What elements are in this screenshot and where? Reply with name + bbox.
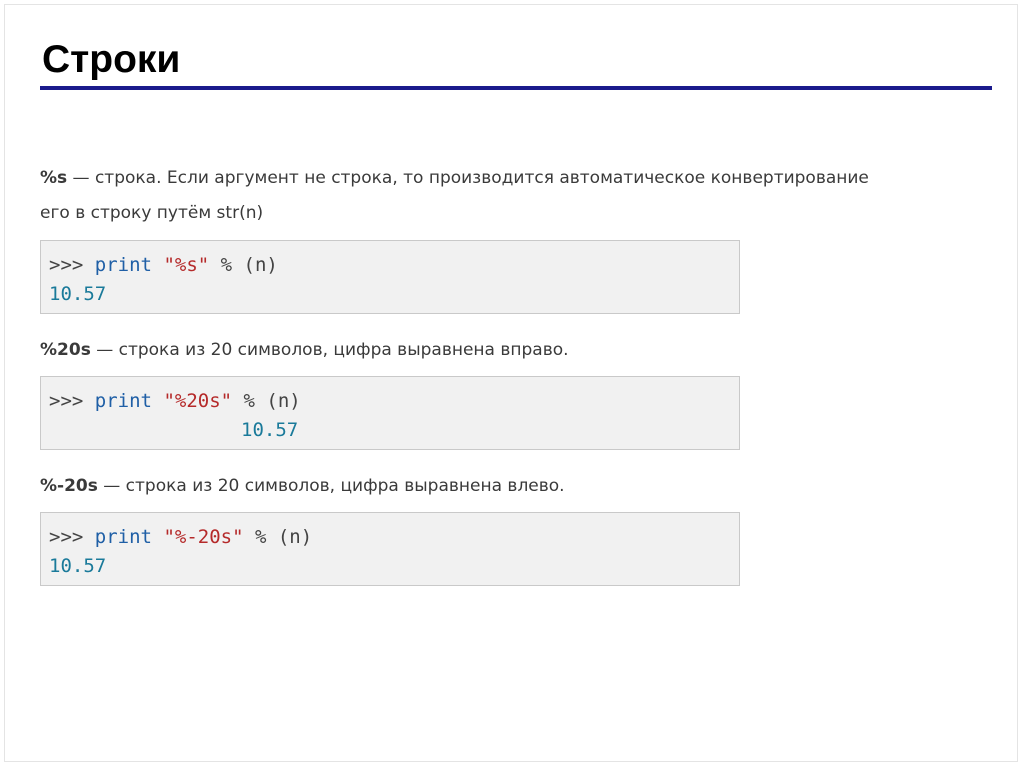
code-keyword: print (94, 254, 152, 276)
code-prompt: >>> (49, 254, 84, 276)
code-string: "%s" (163, 254, 210, 276)
code-keyword: print (94, 390, 152, 412)
code-prompt: >>> (49, 526, 84, 548)
description-text: — строка из 20 символов, цифра выравнена вправо. (90, 340, 569, 360)
code-example (40, 512, 740, 586)
code-output-line (49, 416, 739, 445)
code-input-line (49, 523, 739, 552)
code-example (40, 240, 740, 314)
section-description (40, 161, 869, 231)
code-input-line (49, 251, 739, 280)
slide-title: Строки (42, 38, 181, 81)
code-example (40, 376, 740, 450)
description-line (40, 161, 869, 196)
description-text: — строка из 20 символов, цифра выравнена влево. (97, 476, 565, 496)
code-output: 10.57 (49, 555, 107, 577)
section-description (40, 333, 569, 368)
title-underline (40, 86, 992, 90)
code-input-line (49, 387, 739, 416)
code-output: 10.57 (49, 283, 107, 305)
description-text: — строка. Если аргумент не строка, то производится автоматическое конвертирование (67, 168, 869, 188)
format-term: %s (40, 168, 68, 188)
code-prompt: >>> (49, 390, 84, 412)
code-string: "%-20s" (163, 526, 244, 548)
code-args: % (n) (220, 254, 278, 276)
format-term: %20s (40, 340, 91, 360)
code-args: % (n) (254, 526, 313, 548)
code-string: "%20s" (163, 390, 233, 412)
section-description (40, 469, 565, 504)
format-term: %-20s (40, 476, 98, 496)
description-line: его в строку путём str(n) (40, 203, 264, 223)
code-args: % (n) (243, 390, 301, 412)
code-keyword: print (94, 526, 152, 548)
code-output: 10.57 (241, 419, 299, 441)
